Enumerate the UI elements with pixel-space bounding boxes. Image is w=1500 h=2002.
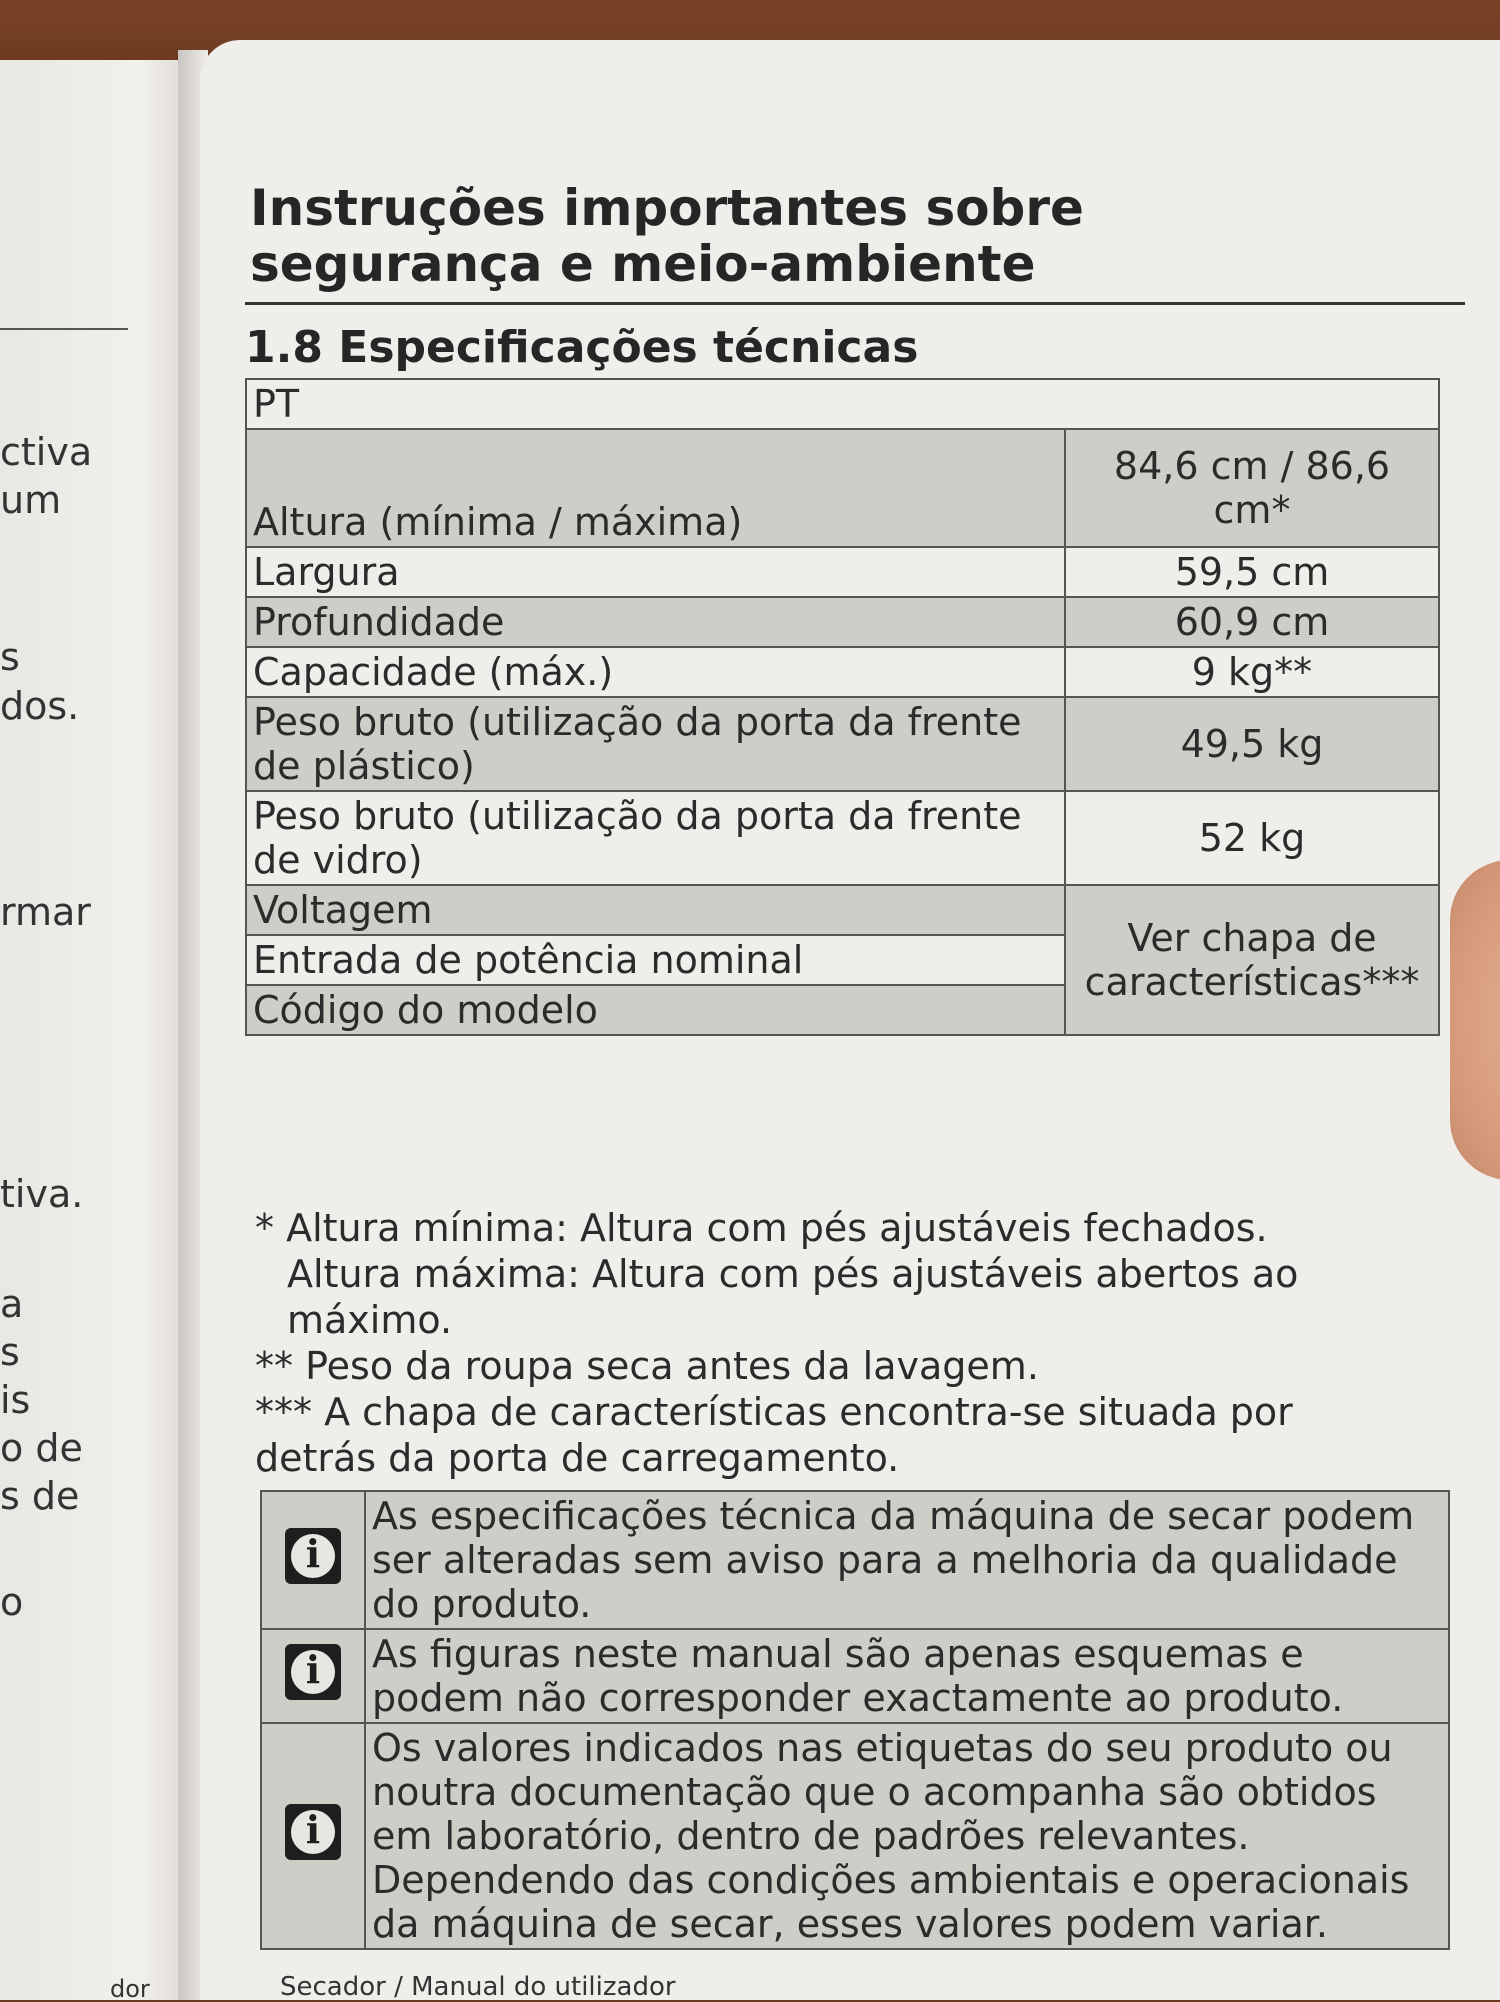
left-text-fragment: dos. (0, 684, 80, 728)
spec-label: Código do modelo (246, 985, 1065, 1035)
table-row (246, 647, 1439, 697)
thumb (1450, 860, 1500, 1180)
info-icon (285, 1644, 341, 1700)
info-row (261, 1723, 1449, 1949)
left-page-rule (0, 328, 128, 330)
spec-label: Peso bruto (utilização da porta da frente de plástico) (246, 697, 1065, 791)
info-text: As figuras neste manual são apenas esquemas e podem não corresponder exactamente ao produto. (365, 1629, 1449, 1723)
spec-value: 59,5 cm (1065, 547, 1439, 597)
spec-value: 9 kg** (1065, 647, 1439, 697)
spec-value: 84,6 cm / 86,6 cm* (1065, 429, 1439, 547)
table-row (246, 885, 1439, 935)
spec-label: Voltagem (246, 885, 1065, 935)
spec-label: Altura (mínima / máxima) (246, 429, 1065, 547)
spec-value: 52 kg (1065, 791, 1439, 885)
info-row (261, 1629, 1449, 1723)
spec-label: Capacidade (máx.) (246, 647, 1065, 697)
table-row (246, 597, 1439, 647)
page-footer: Secador / Manual do utilizador (280, 1972, 676, 2002)
left-text-fragment: is (0, 1378, 31, 1422)
left-text-fragment: s (0, 1330, 20, 1374)
table-row (246, 547, 1439, 597)
footnote: ** Peso da roupa seca antes da lavagem. (255, 1344, 1039, 1388)
info-icon-cell (261, 1723, 365, 1949)
table-language-cell: PT (246, 379, 1439, 429)
left-text-fragment: tiva. (0, 1172, 84, 1216)
table-row (246, 697, 1439, 791)
spec-label: Largura (246, 547, 1065, 597)
left-page (0, 60, 200, 2000)
page-title (250, 180, 1250, 292)
footnote: *** A chapa de características encontra-se situada por detrás da porta de carregamento. (255, 1390, 1293, 1480)
left-text-fragment: a (0, 1282, 24, 1326)
left-text-fragment: o de (0, 1426, 83, 1470)
header-divider (245, 302, 1465, 305)
footnote: Altura máxima: Altura com pés ajustáveis abertos ao máximo. (287, 1252, 1299, 1342)
spec-value: Ver chapa de características*** (1065, 885, 1439, 1035)
footnotes (255, 1205, 1405, 1481)
page-title-line: segurança e meio-ambiente (250, 235, 1036, 293)
left-text-fragment: ctiva (0, 430, 93, 474)
info-icon (285, 1528, 341, 1584)
info-text: As especificações técnica da máquina de secar podem ser alteradas sem aviso para a melhoria da qualidade do produto. (365, 1491, 1449, 1629)
spec-label: Entrada de potência nominal (246, 935, 1065, 985)
footnote: * Altura mínima: Altura com pés ajustáveis fechados. (255, 1206, 1268, 1250)
specifications-table (245, 378, 1440, 1036)
info-icon-cell (261, 1491, 365, 1629)
info-row (261, 1491, 1449, 1629)
table-row (246, 429, 1439, 547)
table-row (246, 791, 1439, 885)
info-notes-table (260, 1490, 1450, 1950)
left-text-fragment: o (0, 1580, 24, 1624)
left-text-fragment: s de (0, 1474, 80, 1518)
right-page (200, 40, 1500, 2000)
table-row (246, 379, 1439, 429)
spec-label: Profundidade (246, 597, 1065, 647)
spec-label: Peso bruto (utilização da porta da frente de vidro) (246, 791, 1065, 885)
page-title-line: Instruções importantes sobre (250, 179, 1084, 237)
info-icon (285, 1804, 341, 1860)
left-footer-fragment: dor (110, 1975, 150, 2000)
spec-value: 49,5 kg (1065, 697, 1439, 791)
info-text: Os valores indicados nas etiquetas do seu produto ou noutra documentação que o acompanha são obtidos em laboratório, dentro de padrões relevantes. Dependendo das condições ambientais e operacionais da máquina de secar, esses valores podem variar. (365, 1723, 1449, 1949)
section-title: 1.8 Especificações técnicas (245, 322, 919, 373)
info-icon-cell (261, 1629, 365, 1723)
left-text-fragment: s (0, 635, 20, 679)
left-text-fragment: rmar (0, 890, 91, 934)
spec-value: 60,9 cm (1065, 597, 1439, 647)
left-text-fragment: um (0, 478, 62, 522)
